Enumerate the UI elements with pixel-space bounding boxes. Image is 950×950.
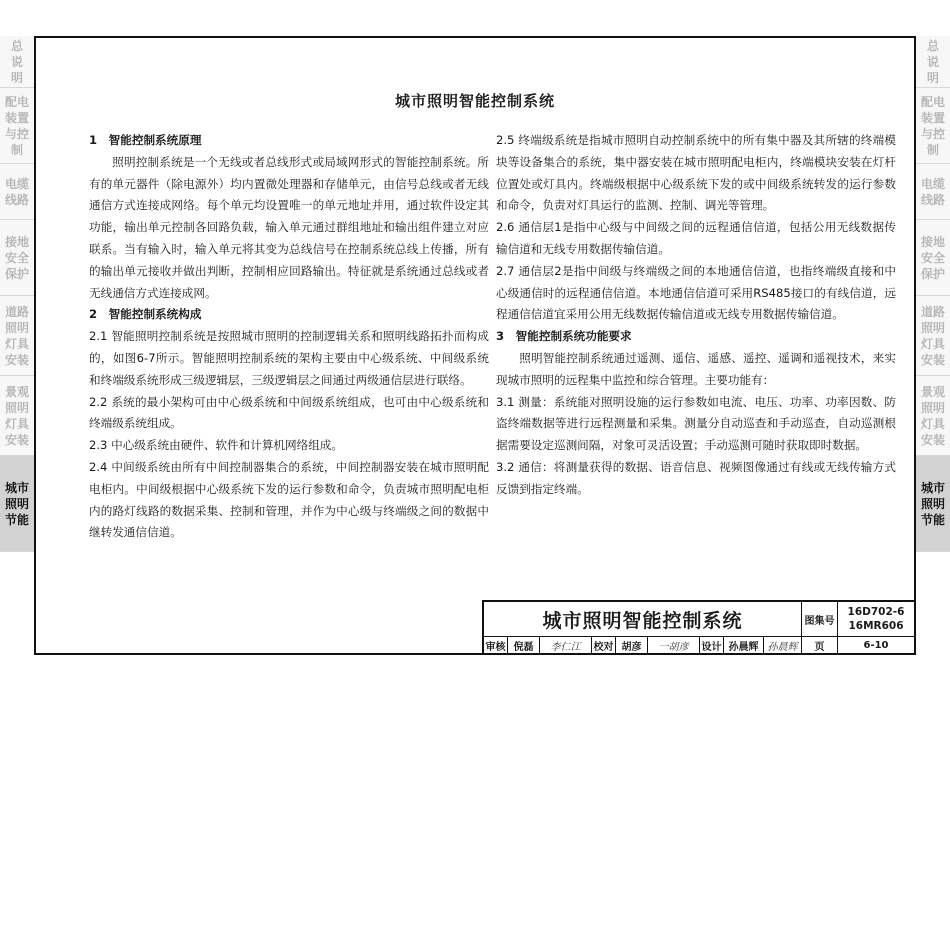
paragraph: 照明控制系统是一个无线或者总线形式或局域网形式的智能控制系统。所有的单元器件（除电源外）均内置微处理器和存储单元，由信号总线或者无线通信方式连接成网络。每个单元均设置唯一的单元地址并用，通过软件设定其功能，输出单元控制各回路负载，输入单元通过群组地址和输出组件建立对应联系。当有输入时，输入单元将其变为总线信号在控制系统总线上传播，所有的输出单元接收并做出判断，控制相应回路输出。特征就是系统通过总线或者无线通信方式连接成网。	[89, 154, 489, 300]
section-heading: 1 智能控制系统原理	[89, 133, 202, 147]
atlas-number-1: 16D702-6	[847, 606, 905, 618]
right-tab-7[interactable]: 城市 照明 节能	[916, 456, 950, 552]
right-tab-1[interactable]: 总 说 明	[916, 36, 950, 88]
left-tab-4[interactable]: 接地 安全 保护	[0, 220, 34, 296]
right-tab-4[interactable]: 接地 安全 保护	[916, 220, 950, 296]
left-column	[89, 130, 489, 544]
paragraph: 2.4 中间级系统由所有中间控制器集合的系统，中间控制器安装在城市照明配电柜内。中间级根据中心级系统下发的运行参数和命令，负责城市照明配电柜内的路灯线路的数据采集、控制和管理，并作为中心级与终端级之间的数据中继转发通信信道。	[89, 459, 489, 540]
right-tab-5[interactable]: 道路 照明 灯具 安装	[916, 296, 950, 376]
title-block	[482, 600, 916, 655]
left-tab-5[interactable]: 道路 照明 灯具 安装	[0, 296, 34, 376]
drawing-frame	[34, 36, 916, 655]
designer-signature: 孙晨辉	[764, 637, 802, 653]
left-tab-3[interactable]: 电缆 线路	[0, 164, 34, 220]
left-tab-2[interactable]: 配电 装置 与控 制	[0, 88, 34, 164]
review-label: 审核	[484, 637, 508, 653]
paragraph: 2.2 系统的最小架构可由中心级系统和中间级系统组成，也可由中心级系统和终端级系统组成。	[89, 394, 489, 431]
paragraph: 3.2 通信：将测量获得的数据、语音信息、视频图像通过有线或无线传输方式反馈到指定终端。	[496, 459, 896, 496]
reviewer-signature: 李仁江	[540, 637, 592, 653]
right-tab-2[interactable]: 配电 装置 与控 制	[916, 88, 950, 164]
document-title: 城市照明智能控制系统	[394, 92, 555, 110]
section-heading: 3 智能控制系统功能要求	[496, 329, 632, 344]
reviewer-name: 倪磊	[508, 637, 540, 653]
paragraph: 2.1 智能照明控制系统是按照城市照明的控制逻辑关系和照明线路拓扑而构成的，如图6-7所示。智能照明控制系统的架构主要由中心级系统、中间级系统和终端级系统形成三级逻辑层，三级逻辑层之间通过两级通信层进行联络。	[89, 329, 489, 387]
left-tab-6[interactable]: 景观 照明 灯具 安装	[0, 376, 34, 456]
checker-signature: 一胡彦	[648, 637, 700, 653]
signature-row	[484, 637, 914, 653]
left-side-tabs	[0, 36, 34, 552]
page-number: 6-10	[863, 639, 889, 651]
paragraph: 2.3 中心级系统由硬件、软件和计算机网络组成。	[89, 438, 343, 453]
atlas-number-2: 16MR606	[848, 620, 904, 632]
paragraph: 3.1 测量：系统能对照明设施的运行参数如电流、电压、功率、功率因数、防盗终端数据等进行远程测量和采集。测量分自动巡查和手动巡查，自动巡测根据需要设定巡测间隔，对象可灵活设置；手动巡测可随时获取即时数据。	[496, 394, 896, 453]
paragraph: 2.7 通信层2是指中间级与终端级之间的本地通信信道，也指终端级直接和中心级通信时的远程通信信道。本地通信信道可采用RS485接口的有线信道，远程通信信道宜采用公用无线数据传输信道或无线专用数据传输信道。	[496, 263, 896, 322]
checker-name: 胡彦	[616, 637, 648, 653]
check-label: 校对	[592, 637, 616, 653]
atlas-numbers	[838, 602, 914, 637]
drawing-title: 城市照明智能控制系统	[484, 602, 802, 637]
atlas-label: 图集号	[802, 602, 838, 637]
design-label: 设计	[700, 637, 724, 653]
designer-name: 孙晨辉	[724, 637, 764, 653]
page-label: 页	[802, 637, 838, 653]
left-tab-7[interactable]: 城市 照明 节能	[0, 456, 34, 552]
paragraph: 2.6 通信层1是指中心级与中间级之间的远程通信信道，包括公用无线数据传输信道和无线专用数据传输信道。	[496, 220, 896, 256]
right-tab-3[interactable]: 电缆 线路	[916, 164, 950, 220]
left-tab-1[interactable]: 总 说 明	[0, 36, 34, 88]
right-tab-6[interactable]: 景观 照明 灯具 安装	[916, 376, 950, 456]
right-column	[496, 130, 896, 501]
right-side-tabs	[916, 36, 950, 552]
paragraph: 2.5 终端级系统是指城市照明自动控制系统中的所有集中器及其所辖的终端模块等设备集合的系统，集中器安装在城市照明配电柜内，终端模块安装在灯杆位置处或灯具内。终端级根据中心级系统下发的或中间级系统转发的运行参数和命令，负责对灯具运行的监测、控制、调光等管理。	[496, 133, 896, 213]
section-heading: 2 智能控制系统构成	[89, 307, 202, 322]
paragraph: 照明智能控制系统通过遥测、遥信、遥感、遥控、遥调和遥视技术，来实现城市照明的远程集中监控和综合管理。主要功能有：	[496, 350, 896, 387]
